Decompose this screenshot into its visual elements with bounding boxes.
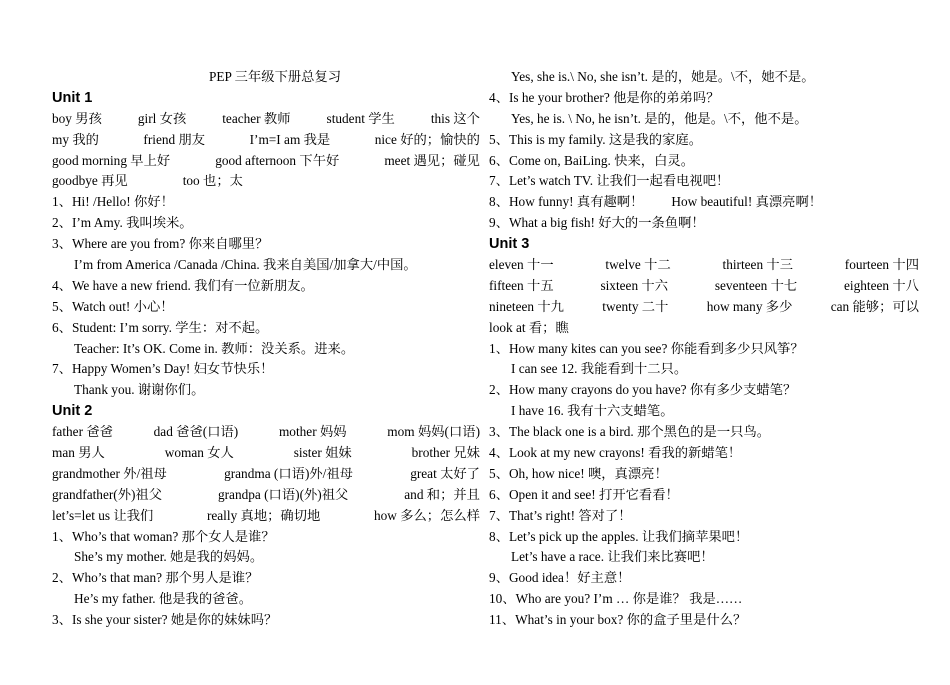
sentence-line: 7、Let’s watch TV. 让我们一起看电视吧！ — [489, 173, 730, 189]
vocab-item: and 和；并且 — [404, 486, 480, 502]
sentence-line: 3、Where are you from? 你来自哪里？ — [52, 236, 269, 252]
vocab-item: how 多么；怎么样 — [373, 507, 480, 523]
vocab-row — [52, 109, 480, 130]
vocab-item: really 真地；确切地 — [206, 507, 321, 523]
sentence-line: 5、Oh, how nice! 噢，真漂亮！ — [489, 465, 668, 481]
vocab-row — [489, 276, 919, 297]
vocab-row — [52, 464, 480, 485]
vocab-item: man 男人 — [52, 445, 105, 461]
sentence-part: How beautiful! 真漂亮啊！ — [671, 194, 823, 210]
vocab-item: nice 好的；愉快的 — [374, 131, 480, 147]
vocab-row — [52, 422, 480, 443]
sentence-line: 4、Look at my new crayons! 看我的新蜡笔！ — [489, 445, 742, 461]
vocab-item: twelve 十二 — [605, 257, 671, 273]
vocab-item: grandpa (口语)(外)祖父 — [217, 486, 349, 502]
sentence-line: 9、Good idea！好主意！ — [489, 570, 631, 586]
sentence-line: 6、Come on, BaiLing. 快来，白灵。 — [489, 152, 694, 168]
sentence-line: 7、That’s right! 答对了！ — [489, 507, 632, 523]
sentence-line: 11、What’s in your box? 你的盒子里是什么？ — [489, 612, 747, 628]
sentence-line: Let’s have a race. 让我们来比赛吧！ — [511, 549, 714, 565]
sentence-line: I have 16. 我有十六支蜡笔。 — [511, 403, 674, 419]
page-title: PEP 三年级下册总复习 — [208, 69, 342, 84]
sentence-line: I’m from America /Canada /China. 我来自美国/加拿大/中国。 — [74, 257, 417, 273]
vocab-row — [52, 151, 480, 172]
vocab-item: mom 妈妈(口语) — [387, 424, 480, 440]
vocab-item: good afternoon 下午好 — [215, 152, 340, 168]
vocab-row — [489, 318, 919, 339]
sentence-line: 1、How many kites can you see? 你能看到多少只风筝？ — [489, 340, 804, 356]
vocab-row — [52, 130, 480, 151]
vocab-item: girl 女孩 — [137, 110, 187, 126]
sentence-line: 2、I’m Amy. 我叫埃米。 — [52, 215, 193, 231]
sentence-line: 8、Let’s pick up the apples. 让我们摘苹果吧！ — [489, 528, 749, 544]
vocab-item: let’s=let us 让我们 — [52, 507, 154, 523]
vocab-item: eleven 十一 — [489, 257, 554, 273]
vocab-item: nineteen 十九 — [489, 298, 564, 314]
sentence-line: He’s my father. 他是我的爸爸。 — [74, 591, 253, 607]
sentence-line — [489, 192, 919, 213]
vocab-item: boy 男孩 — [52, 110, 102, 126]
unit3-heading: Unit 3 — [489, 236, 530, 253]
sentence-line: 2、Who’s that man? 那个男人是谁？ — [52, 570, 259, 586]
vocab-row — [489, 297, 919, 318]
vocab-item: my 我的 — [52, 131, 99, 147]
sentence-line: 6、Open it and see! 打开它看看！ — [489, 486, 679, 502]
sentence-line: 4、We have a new friend. 我们有一位新朋友。 — [52, 277, 314, 293]
sentence-line: 6、Student: I’m sorry. 学生：对不起。 — [52, 319, 269, 335]
right-column — [489, 67, 919, 631]
vocab-row — [489, 255, 919, 276]
vocab-item: fourteen 十四 — [844, 257, 919, 273]
vocab-item: how many 多少 — [706, 298, 793, 314]
vocab-row — [52, 171, 480, 192]
vocab-item: grandma (口语)外/祖母 — [224, 465, 353, 481]
vocab-item: mother 妈妈 — [278, 424, 347, 440]
sentence-line: I can see 12. 我能看到十二只。 — [511, 361, 688, 377]
vocab-item: good morning 早上好 — [52, 152, 171, 168]
sentence-line: 5、Watch out! 小心！ — [52, 298, 174, 314]
vocab-item: eighteen 十八 — [844, 277, 919, 293]
vocab-item: this 这个 — [430, 110, 480, 126]
sentence-line: 10、Who are you? I’m … 你是谁？ 我是…… — [489, 591, 743, 607]
vocab-item: fifteen 十五 — [489, 277, 554, 293]
vocab-item: meet 遇见；碰见 — [384, 152, 480, 168]
vocab-item: woman 女人 — [164, 445, 234, 461]
vocab-item: sixteen 十六 — [600, 277, 669, 293]
sentence-line: 2、How many crayons do you have? 你有多少支蜡笔？ — [489, 382, 797, 398]
vocab-item: father 爸爸 — [52, 424, 113, 440]
vocab-item: student 学生 — [326, 110, 395, 126]
vocab-item: can 能够；可以 — [830, 298, 919, 314]
vocab-item: great 太好了 — [410, 465, 480, 481]
sentence-line: 3、The black one is a bird. 那个黑色的是一只鸟。 — [489, 424, 771, 440]
sentence-line: Yes, she is.\ No, she isn’t. 是的，她是。\不，她不是。 — [511, 69, 815, 84]
vocab-item: sister 姐妹 — [293, 445, 352, 461]
vocab-item: thirteen 十三 — [722, 257, 794, 273]
vocab-item: grandfather(外)祖父 — [52, 486, 163, 502]
sentence-line: Yes, he is. \ No, he isn’t. 是的，他是。\不，他不是。 — [511, 110, 808, 126]
vocab-row — [52, 443, 480, 464]
sentence-line: 9、What a big fish! 好大的一条鱼啊！ — [489, 215, 705, 231]
vocab-item: brother 兄妹 — [411, 445, 480, 461]
vocab-item: I’m=I am 我是 — [249, 131, 331, 147]
vocab-item: twenty 二十 — [602, 298, 669, 314]
sentence-line: Teacher: It’s OK. Come in. 教师：没关系。进来。 — [74, 340, 355, 356]
vocab-item: goodbye 再见 — [52, 173, 128, 189]
vocab-item: too 也；太 — [182, 173, 243, 189]
unit2-heading: Unit 2 — [52, 403, 93, 420]
vocab-item: grandmother 外/祖母 — [52, 465, 167, 481]
sentence-line: 1、Who’s that woman? 那个女人是谁？ — [52, 528, 275, 544]
sentence-line: Thank you. 谢谢你们。 — [74, 382, 205, 398]
sentence-line: 5、This is my family. 这是我的家庭。 — [489, 131, 702, 147]
vocab-item: dad 爸爸(口语) — [153, 424, 239, 440]
sentence-line: 1、Hi! /Hello! 你好！ — [52, 194, 174, 210]
sentence-line: 7、Happy Women’s Day! 妇女节快乐！ — [52, 361, 274, 377]
vocab-row — [52, 506, 480, 527]
vocab-row — [52, 485, 480, 506]
vocab-item: seventeen 十七 — [714, 277, 798, 293]
vocab-item: teacher 教师 — [222, 110, 291, 126]
unit1-heading: Unit 1 — [52, 89, 93, 106]
sentence-line: 3、Is she your sister? 她是你的妹妹吗？ — [52, 612, 278, 628]
vocab-item: friend 朋友 — [143, 131, 206, 147]
sentence-line: 4、Is he your brother? 他是你的弟弟吗？ — [489, 89, 720, 105]
sentence-part: 8、How funny! 真有趣啊！ — [489, 194, 644, 210]
left-column — [52, 67, 480, 631]
vocab-item: look at 看；瞧 — [489, 319, 569, 335]
sentence-line: She’s my mother. 她是我的妈妈。 — [74, 549, 264, 565]
